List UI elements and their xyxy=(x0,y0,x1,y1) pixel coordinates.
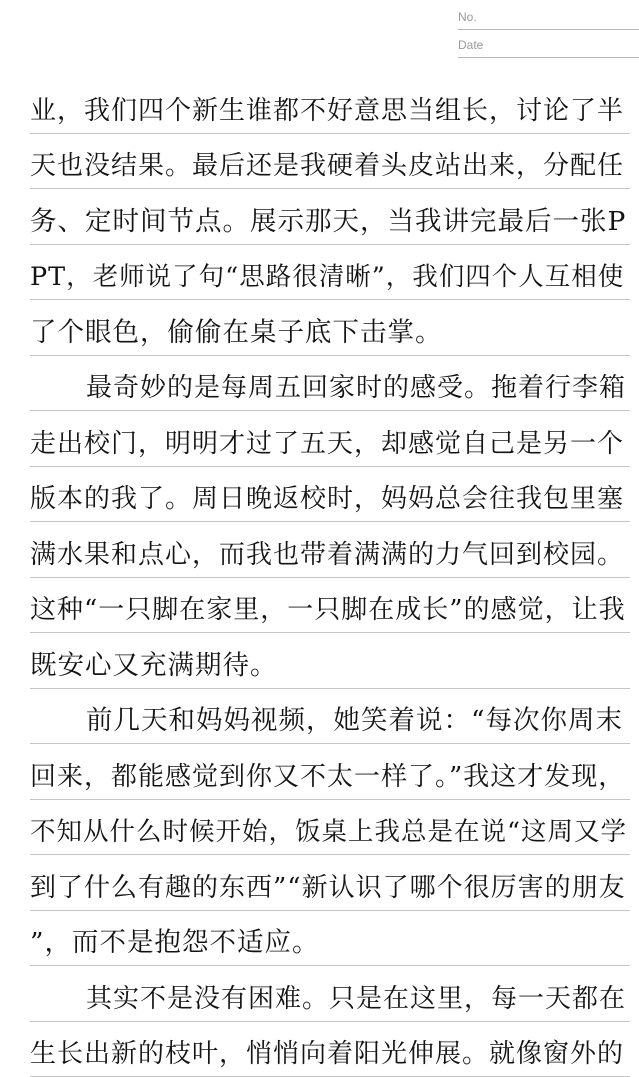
handwriting-line: 走出校门，明明才过了五天，却感觉自己是另一个 xyxy=(30,429,624,459)
handwriting-line: 到了什么有趣的东西”“新认识了哪个很厉害的朋友 xyxy=(30,873,626,903)
handwriting-line: 业，我们四个新生谁都不好意思当组长，讨论了半 xyxy=(30,96,624,126)
ruled-line xyxy=(30,966,630,1022)
ruled-line xyxy=(30,633,630,689)
handwriting-line: 其实不是没有困难。只是在这里，每一天都在 xyxy=(86,984,626,1014)
handwriting-line: 前几天和妈妈视频，她笑着说：“每次你周末 xyxy=(86,706,623,736)
ruled-line xyxy=(30,744,630,800)
ruled-line xyxy=(30,800,630,856)
ruled-line xyxy=(30,689,630,745)
handwriting-line: 生长出新的枝叶，悄悄向着阳光伸展。就像窗外的 xyxy=(30,1039,624,1069)
number-field xyxy=(458,6,639,30)
handwriting-line: ”，而不是抱怨不适应。 xyxy=(30,928,320,958)
handwriting-line: 版本的我了。周日晚返校时，妈妈总会往我包里塞 xyxy=(30,484,624,514)
number-underline xyxy=(458,29,639,30)
number-label: No. xyxy=(458,10,477,24)
handwriting-line: 了个眼色，偷偷在桌子底下击掌。 xyxy=(30,318,443,348)
ruled-line xyxy=(30,245,630,301)
ruled-line xyxy=(30,911,630,967)
handwriting-line: PT，老师说了句“思路很清晰”，我们四个人互相使 xyxy=(30,262,624,292)
ruled-line xyxy=(30,855,630,911)
date-field xyxy=(458,34,639,58)
ruled-line xyxy=(30,578,630,634)
ruled-line xyxy=(30,356,630,412)
ruled-line xyxy=(30,411,630,467)
handwriting-line: 既安心又充满期待。 xyxy=(30,651,278,681)
ruled-line xyxy=(30,467,630,523)
handwritten-text-body xyxy=(30,78,630,1077)
ruled-line xyxy=(30,300,630,356)
date-label: Date xyxy=(458,38,483,52)
ruled-line xyxy=(30,1022,630,1077)
ruled-line xyxy=(30,78,630,134)
ruled-line xyxy=(30,189,630,245)
handwriting-line: 务、定时间节点。展示那天，当我讲完最后一张P xyxy=(30,207,626,237)
handwriting-line: 这种“一只脚在家里，一只脚在成长”的感觉，让我 xyxy=(30,595,626,625)
date-underline xyxy=(458,57,639,58)
handwriting-line: 最奇妙的是每周五回家时的感受。拖着行李箱 xyxy=(86,373,626,403)
handwriting-line: 回来，都能感觉到你又不太一样了。”我这才发现， xyxy=(30,762,625,792)
handwriting-line: 满水果和点心，而我也带着满满的力气回到校园。 xyxy=(30,540,624,570)
handwriting-line: 天也没结果。最后还是我硬着头皮站出来，分配任 xyxy=(30,151,624,181)
ruled-line xyxy=(30,134,630,190)
ruled-line xyxy=(30,522,630,578)
handwriting-line: 不知从什么时候开始，饭桌上我总是在说“这周又学 xyxy=(30,817,627,847)
